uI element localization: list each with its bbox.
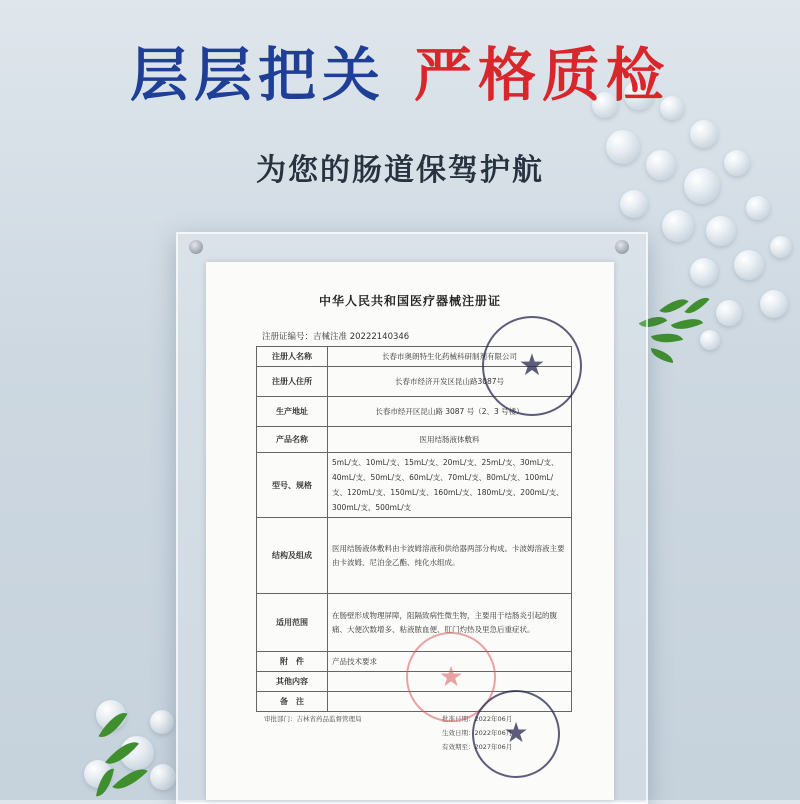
row-value: 5mL/支、10mL/支、15mL/支、20mL/支、25mL/支、30mL/支、40mL/支、50mL/支、60mL/支、70mL/支、80mL/支、100mL/支、120mL/支、150mL/支、160mL/支、180mL/支、200mL/支、300mL/支、500mL/支 [328,453,572,518]
row-value: 医用结肠液体敷料 [328,427,572,453]
headline-part1: 层层把关 [129,41,386,109]
row-value: 长春市奥朗特生化药械科研制剂有限公司 [328,347,572,367]
row-value: 长春市经开区昆山路 3087 号（2、3 号楼） [328,397,572,427]
company-seal-icon: ★ [482,316,582,416]
expiry-date: 有效期至：2027年06月 [442,743,513,751]
row-value: 产品技术要求 [328,652,572,672]
row-value: 医用结肠液体敷料由卡波姆溶液和供给器两部分构成。卡波姆溶液主要由卡波姆、尼泊金乙酯、纯化水组成。 [328,518,572,594]
screw-top-right [615,240,629,254]
row-value: 长春市经济开发区昆山路3087号 [328,367,572,397]
subheadline: 为您的肠道保驾护航 [256,153,544,188]
certificate-title: 中华人民共和国医疗器械注册证 [318,294,501,308]
row-label: 附 件 [257,652,328,672]
table-row [257,453,572,518]
registration-value: 吉械注准 20222140346 [313,332,410,342]
approval-date: 批准日期：2022年06月 [442,715,513,723]
row-label: 生产地址 [257,397,328,427]
red-seal-icon: ★ [406,632,496,722]
approval-department: 审批部门：吉林省药品监督管理局 [264,715,362,723]
headline [0,28,800,112]
headline-part2: 严格质检 [414,41,671,109]
row-label: 备 注 [257,692,328,712]
row-label: 型号、规格 [257,453,328,518]
table-row [257,427,572,453]
row-label: 适用范围 [257,594,328,652]
effective-date: 生效日期：2022年06月 [442,729,513,737]
authority-seal-icon: ★ [472,690,560,778]
registration-label: 注册证编号： [262,332,314,342]
table-row [257,594,572,652]
row-value: 在肠壁形成物理屏障，阻隔致病性微生物，主要用于结肠炎引起的腹痛、大便次数增多、粘液脓血便、肛门灼热及里急后重症状。 [328,594,572,652]
row-label: 注册人名称 [257,347,328,367]
row-label: 其他内容 [257,672,328,692]
row-label: 产品名称 [257,427,328,453]
registration-number [262,330,409,342]
row-label: 结构及组成 [257,518,328,594]
screw-top-left [189,240,203,254]
certificate-document [206,262,614,800]
table-row [257,518,572,594]
row-label: 注册人住所 [257,367,328,397]
